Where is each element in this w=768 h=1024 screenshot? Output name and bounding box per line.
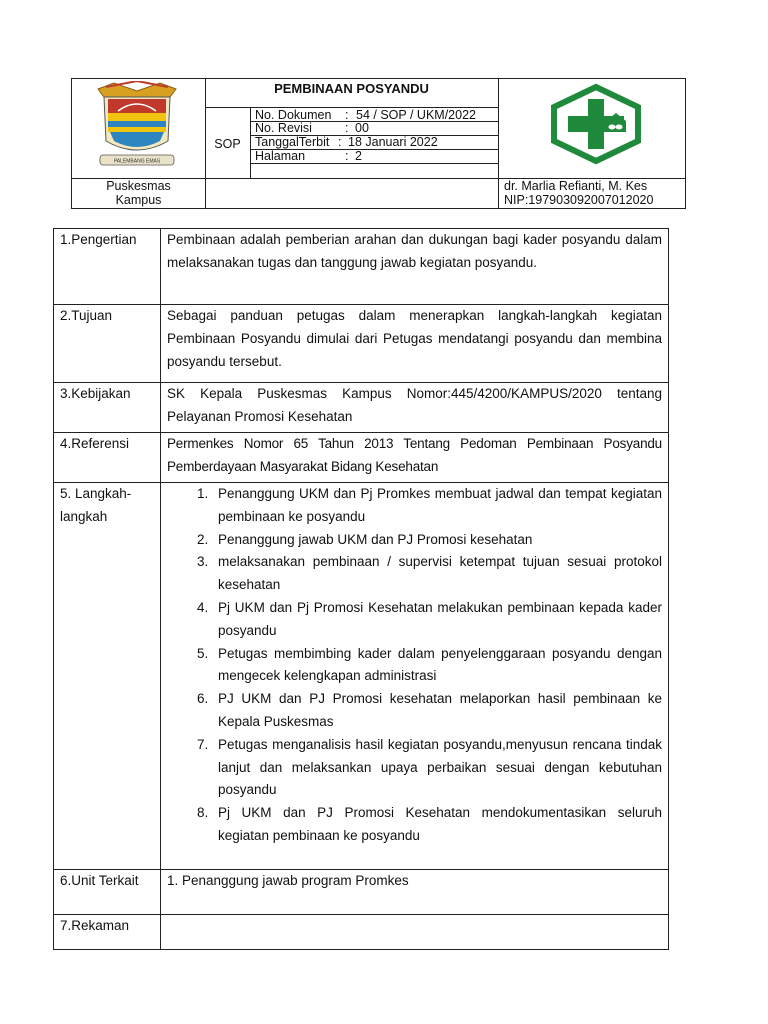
- logo-caption: PALEMBANG EMAS: [113, 158, 161, 165]
- table-row: [54, 915, 669, 950]
- section-label: 7.Rekaman: [54, 915, 161, 950]
- doc-info-value: 18 Januari 2022: [348, 135, 438, 149]
- section-label: 1.Pengertian: [54, 229, 161, 305]
- doc-info-sep: :: [338, 135, 342, 149]
- puskesmas-logo: [546, 83, 646, 165]
- steps-list: [167, 483, 662, 848]
- doc-info-value: 2: [355, 149, 362, 163]
- palembang-emblem-logo: [94, 81, 180, 169]
- doc-info-value: 00: [355, 121, 369, 135]
- table-row: [54, 483, 669, 870]
- section-label: 4.Referensi: [54, 433, 161, 483]
- section-text: Sebagai panduan petugas dalam menerapkan langkah-langkah kegiatan Pembinaan Posyandu dimulai dari Petugas mendatangi posyandu dan membina posyandu tersebut.: [161, 305, 669, 383]
- section-text: [161, 915, 669, 950]
- table-row: [54, 305, 669, 383]
- list-item: 6. PJ UKM dan PJ Promosi kesehatan melaporkan hasil pembinaan ke Kepala Puskesmas: [212, 688, 662, 734]
- section-label: 6.Unit Terkait: [54, 870, 161, 915]
- list-item: 8. Pj UKM dan PJ Promosi Kesehatan mendokumentasikan seluruh kegiatan pembinaan ke posyandu: [212, 802, 662, 848]
- org-name-line1: Puskesmas: [106, 179, 171, 193]
- doc-info-sep: :: [345, 108, 349, 122]
- section-text: Permenkes Nomor 65 Tahun 2013 Tentang Pedoman Pembinaan Posyandu Pemberdayaan Masyarakat Bidang Kesehatan: [161, 433, 669, 483]
- list-item: 4. Pj UKM dan Pj Promosi Kesehatan melakukan pembinaan kepada kader posyandu: [212, 597, 662, 643]
- section-label-line1: 5. Langkah-: [60, 486, 132, 501]
- table-row: [54, 870, 669, 915]
- list-item: 2. Penanggung jawab UKM dan PJ Promosi kesehatan: [212, 529, 662, 552]
- list-item: 3. melaksanakan pembinaan / supervisi ketempat tujuan sesuai protokol kesehatan: [212, 551, 662, 597]
- section-text: SK Kepala Puskesmas Kampus Nomor:445/4200/KAMPUS/2020 tentang Pelayanan Promosi Kesehatan: [161, 383, 669, 433]
- sop-content-table: [53, 228, 669, 950]
- section-label: 3.Kebijakan: [54, 383, 161, 433]
- section-text: Pembinaan adalah pemberian arahan dan dukungan bagi kader posyandu dalam melaksanakan tugas dan tanggung jawab kegiatan posyandu.: [161, 229, 669, 305]
- sop-header: [71, 78, 686, 209]
- doc-info-value: 54 / SOP / UKM/2022: [356, 108, 476, 122]
- table-row: [54, 433, 669, 483]
- section-label: 2.Tujuan: [54, 305, 161, 383]
- doc-info-sep: :: [345, 121, 349, 135]
- document-title: PEMBINAAN POSYANDU: [274, 81, 429, 96]
- org-name-line2: Kampus: [115, 193, 162, 207]
- section-label: [54, 483, 161, 870]
- signer-nip: NIP:197903092007012020: [504, 193, 654, 207]
- list-item: 5. Petugas membimbing kader dalam penyelenggaraan posyandu dengan mengecek kelengkapan administrasi: [212, 643, 662, 689]
- list-item: 1. Penanggung UKM dan Pj Promkes membuat jadwal dan tempat kegiatan pembinaan ke posyandu: [212, 483, 662, 529]
- section-label-line2: langkah: [60, 508, 108, 524]
- signer-name: dr. Marlia Refianti, M. Kes: [504, 179, 648, 193]
- doc-info-sep: :: [345, 149, 349, 163]
- doc-info-label: No. Revisi: [255, 121, 312, 135]
- doc-info-label: Halaman: [255, 149, 306, 163]
- sop-label: SOP: [214, 137, 241, 151]
- doc-info-label: No. Dokumen: [255, 108, 332, 122]
- table-row: [54, 383, 669, 433]
- table-row: [54, 229, 669, 305]
- list-item: 7. Petugas menganalisis hasil kegiatan posyandu,menyusun rencana tindak lanjut dan melaksankan upaya perbaikan sesuai dengan kebutuhan posyandu: [212, 734, 662, 802]
- steps-cell: [161, 483, 669, 870]
- section-text: 1. Penanggung jawab program Promkes: [161, 870, 669, 915]
- doc-info-label: TanggalTerbit: [255, 135, 330, 149]
